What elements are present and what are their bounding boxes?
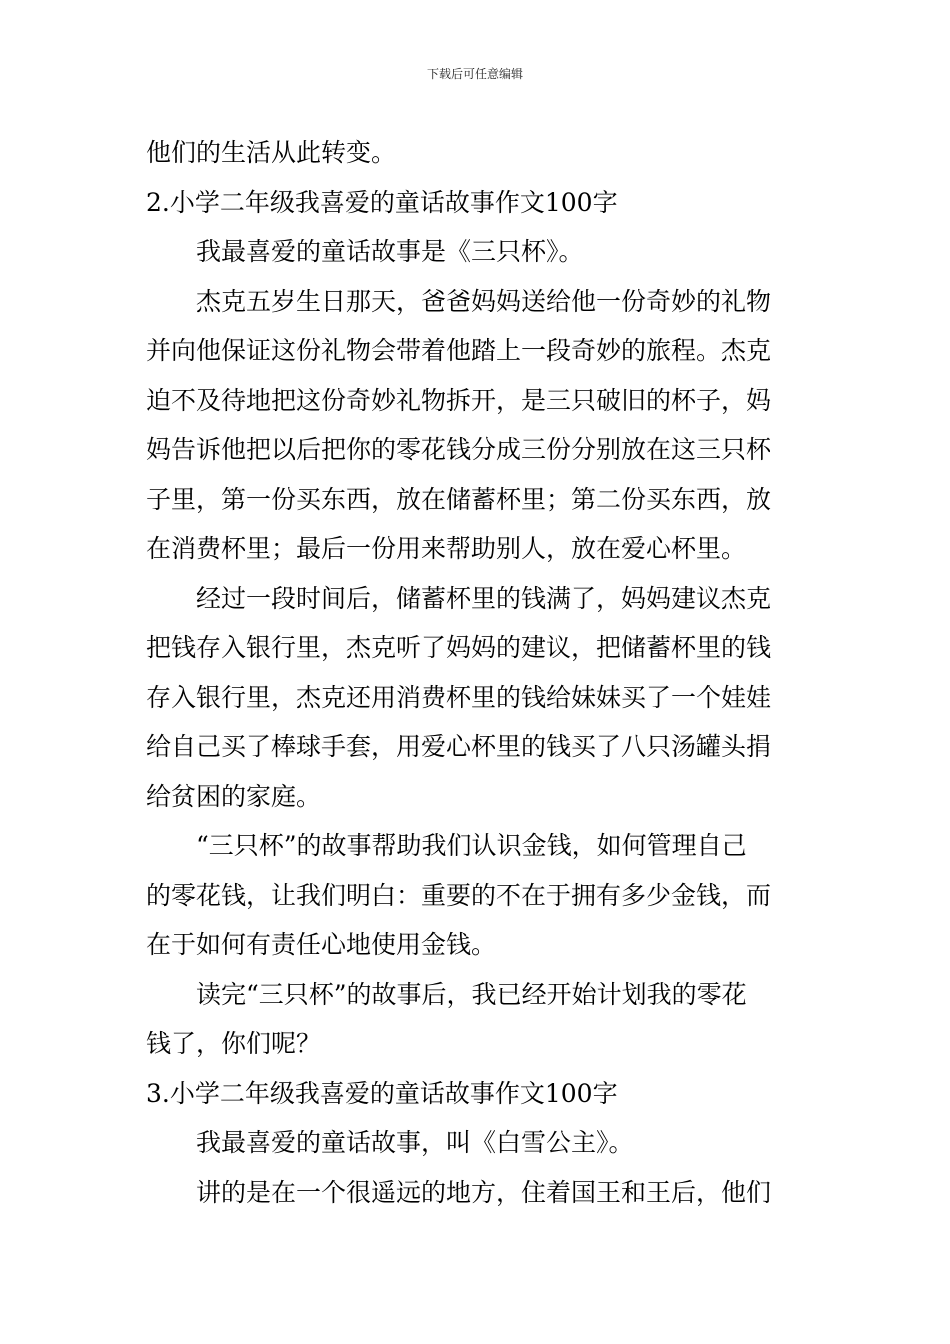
text-line: 经过一段时间后，储蓄杯里的钱满了，妈妈建议杰克 [196,583,772,613]
text-line: 妈告诉他把以后把你的零花钱分成三份分别放在这三只杯 [146,435,772,464]
text-line: 给自己买了棒球手套，用爱心杯里的钱买了八只汤罐头捐 [146,732,772,761]
text-line: 我最喜爱的童话故事，叫《白雪公主》。 [196,1128,634,1157]
text-line: 在消费杯里；最后一份用来帮助别人，放在爱心杯里。 [146,534,747,563]
text-line: 在于如何有责任心地使用金钱。 [146,930,497,959]
text-line: 给贫困的家庭。 [146,781,322,811]
text-line: 他们的生活从此转变。 [146,138,397,167]
text-line: 读完“三只杯”的故事后，我已经开始计划我的零花 [196,979,747,1009]
text-line: 讲的是在一个很遥远的地方，住着国王和王后，他们 [196,1177,772,1207]
text-line: 我最喜爱的童话故事是《三只杯》。 [196,237,584,266]
text-line: 存入银行里，杰克还用消费杯里的钱给妹妹买了一个娃娃 [146,682,772,712]
text-line: 钱了，你们呢？ [146,1029,322,1058]
page-header: 下载后可任意编辑 [426,67,523,81]
document-body [146,128,808,1217]
text-line: 迫不及待地把这份奇妙礼物拆开，是三只破旧的杯子，妈 [146,385,772,415]
section-heading: 3.小学二年级我喜爱的童话故事作文100字 [146,1078,618,1108]
text-line: 并向他保证这份礼物会带着他踏上一段奇妙的旅程。杰克 [146,336,772,365]
text-line: “三只杯”的故事帮助我们认识金钱，如何管理自己 [196,831,747,860]
text-line: 子里，第一份买东西，放在储蓄杯里；第二份买东西，放 [146,484,772,514]
text-line: 杰克五岁生日那天，爸爸妈妈送给他一份奇妙的礼物 [196,286,772,316]
text-line: 的零花钱，让我们明白：重要的不在于拥有多少金钱，而 [146,880,772,910]
section-heading: 2.小学二年级我喜爱的童话故事作文100字 [146,187,618,217]
text-line: 把钱存入银行里，杰克听了妈妈的建议，把储蓄杯里的钱 [146,633,772,662]
